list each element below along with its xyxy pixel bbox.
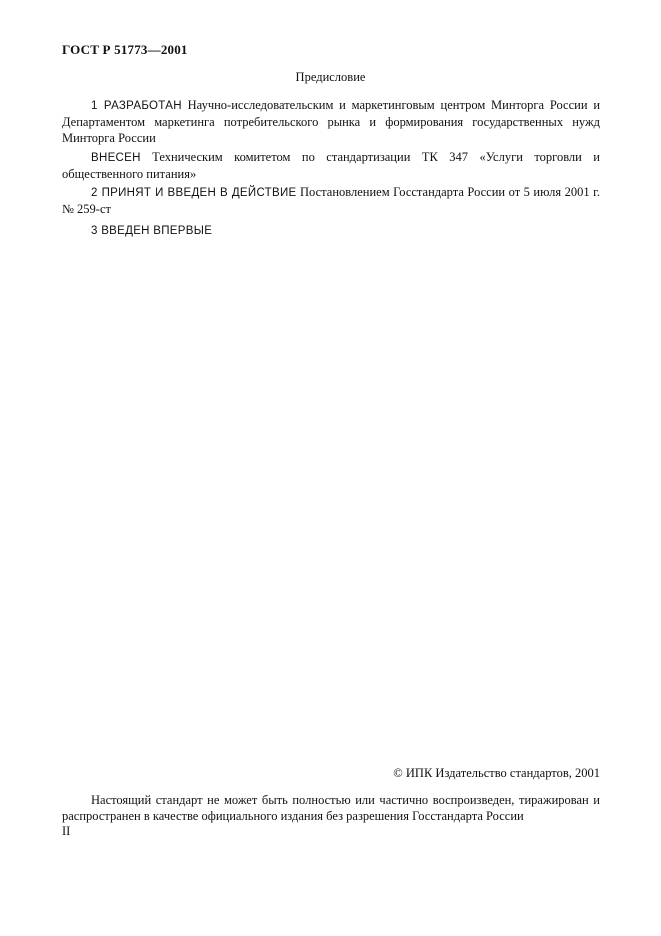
foreword-item-lead: 3 ВВЕДЕН ВПЕРВЫЕ bbox=[91, 225, 213, 237]
foreword-item-adopted bbox=[62, 184, 600, 217]
foreword-item-text: Постановлением Госстандарта России от 5 июля 2001 г. № 259-ст bbox=[62, 185, 600, 216]
foreword-item-lead: 1 РАЗРАБОТАН bbox=[91, 100, 182, 112]
copyright-notice: Настоящий стандарт не может быть полностью или частично воспроизведен, тиражирован и распространен в качестве официального издания без разрешения Госстандарта России bbox=[62, 793, 600, 823]
foreword-item-introduced bbox=[62, 149, 600, 182]
foreword-item-text: Техническим комитетом по стандартизации ТК 347 «Услуги торговли и общественного питания» bbox=[62, 150, 600, 181]
foreword-title: Предисловие bbox=[295, 70, 366, 84]
foreword-item-lead: 2 ПРИНЯТ И ВВЕДЕН В ДЕЙСТВИЕ bbox=[91, 187, 297, 199]
foreword-item-lead: ВНЕСЕН bbox=[91, 152, 141, 164]
copyright-line: © ИПК Издательство стандартов, 2001 bbox=[393, 766, 600, 780]
foreword-item-text: Научно-исследовательским и маркетинговым центром Минторга России и Департаментом маркетинга потребительского рынка и формирования государственных нужд Минторга России bbox=[62, 98, 601, 145]
page-number: II bbox=[62, 824, 71, 838]
document-header: ГОСТ Р 51773—2001 bbox=[62, 42, 188, 57]
foreword-item-developed bbox=[62, 97, 600, 146]
foreword-item-first-introduced bbox=[62, 222, 600, 239]
